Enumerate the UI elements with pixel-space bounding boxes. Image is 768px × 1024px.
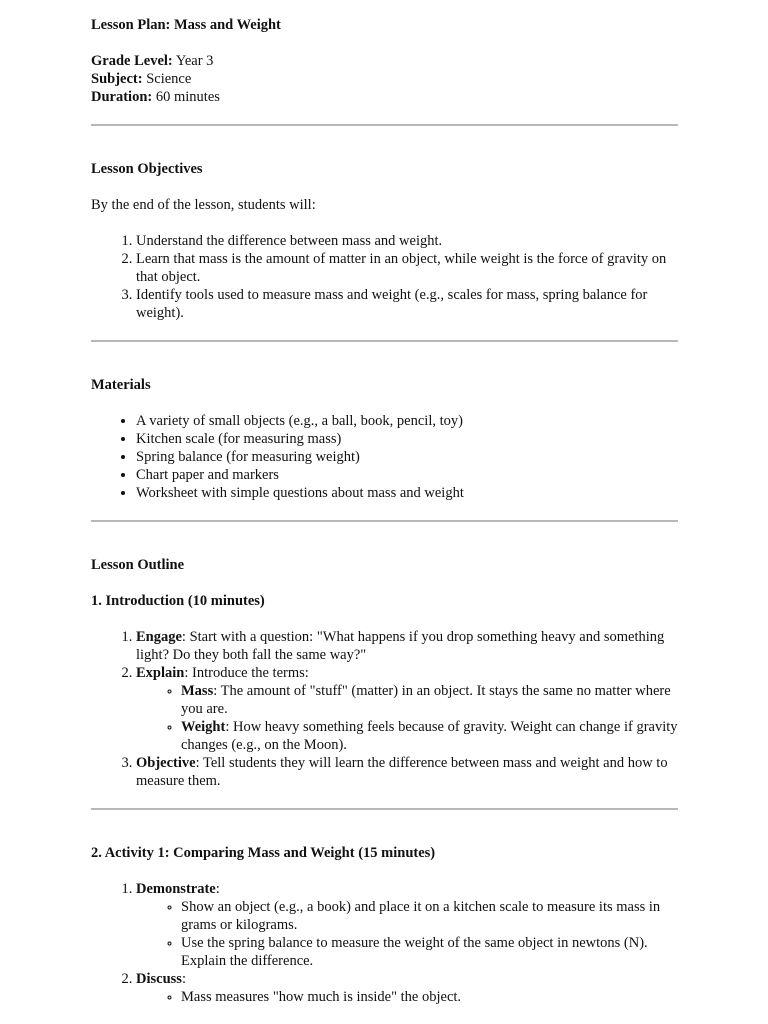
demonstrate-text: : [215,881,220,897]
lesson-plan-document [91,16,678,1006]
subject-line [91,70,678,88]
demonstrate-item [136,880,678,970]
divider [91,808,678,810]
demonstrate-sublist [136,898,678,970]
objectives-intro: By the end of the lesson, students will: [91,197,316,213]
duration-value: 60 minutes [152,89,220,105]
lesson-meta [91,52,678,106]
objective-text: : Tell students they will learn the difference between mass and weight and how to measure them. [136,755,668,789]
terms-list [136,682,678,754]
duration-line [91,88,678,106]
mass-label: Mass [181,683,214,699]
discuss-label: Discuss [136,971,182,987]
material-item: • Worksheet with simple questions about mass and weight [136,484,678,502]
objectives-heading: Lesson Objectives [91,161,203,177]
grade-level-line [91,52,678,70]
weight-term-item [181,718,678,754]
mass-term-item [181,682,678,718]
explain-item [136,664,678,754]
subject-value: Science [142,71,192,87]
explain-text: : Introduce the terms: [184,665,309,681]
grade-level-value: Year 3 [172,53,214,69]
document-title: Lesson Plan: Mass and Weight [91,17,281,33]
demonstrate-subitem: ◦ Show an object (e.g., a book) and place it on a kitchen scale to measure its mass in grams or kilograms. [181,898,678,934]
introduction-list [91,628,678,790]
material-item: • A variety of small objects (e.g., a ball, book, pencil, toy) [136,412,678,430]
engage-item [136,628,678,664]
divider [91,340,678,342]
engage-label: Engage [136,629,182,645]
discuss-text: : [181,971,186,987]
demonstrate-label: Demonstrate [136,881,216,897]
material-item: • Chart paper and markers [136,466,678,484]
objective-step-item [136,754,678,790]
activity1-list [91,880,678,1006]
weight-text: : How heavy something feels because of gravity. Weight can change if gravity changes (e.g., on the Moon). [181,719,678,753]
introduction-heading: 1. Introduction (10 minutes) [91,593,265,609]
activity1-heading: 2. Activity 1: Comparing Mass and Weight (15 minutes) [91,845,436,861]
outline-heading: Lesson Outline [91,557,185,573]
discuss-sublist [136,988,678,1006]
materials-heading: Materials [91,377,151,393]
divider [91,520,678,522]
weight-label: Weight [181,719,226,735]
material-item: • Spring balance (for measuring weight) [136,448,678,466]
objective-item: 2. Learn that mass is the amount of matter in an object, while weight is the force of gravity on that object. [136,250,678,286]
objective-item: 1. Understand the difference between mass and weight. [136,232,678,250]
material-item: • Kitchen scale (for measuring mass) [136,430,678,448]
mass-text: : The amount of "stuff" (matter) in an object. It stays the same no matter where you are. [181,683,671,717]
materials-list [91,412,678,502]
discuss-subitem: ◦ Mass measures "how much is inside" the object. [181,988,678,1006]
duration-label: Duration: [91,89,153,105]
objective-item: 3. Identify tools used to measure mass and weight (e.g., scales for mass, spring balance for weight). [136,286,678,322]
objective-label: Objective [136,755,196,771]
subject-label: Subject: [91,71,143,87]
demonstrate-subitem: ◦ Use the spring balance to measure the weight of the same object in newtons (N). Explain the difference. [181,934,678,970]
discuss-item [136,970,678,1006]
grade-level-label: Grade Level: [91,53,173,69]
objectives-list [91,232,678,322]
engage-text: : Start with a question: "What happens if you drop something heavy and something light? Do they both fall the same way?" [136,629,665,663]
explain-label: Explain [136,665,185,681]
divider [91,124,678,126]
